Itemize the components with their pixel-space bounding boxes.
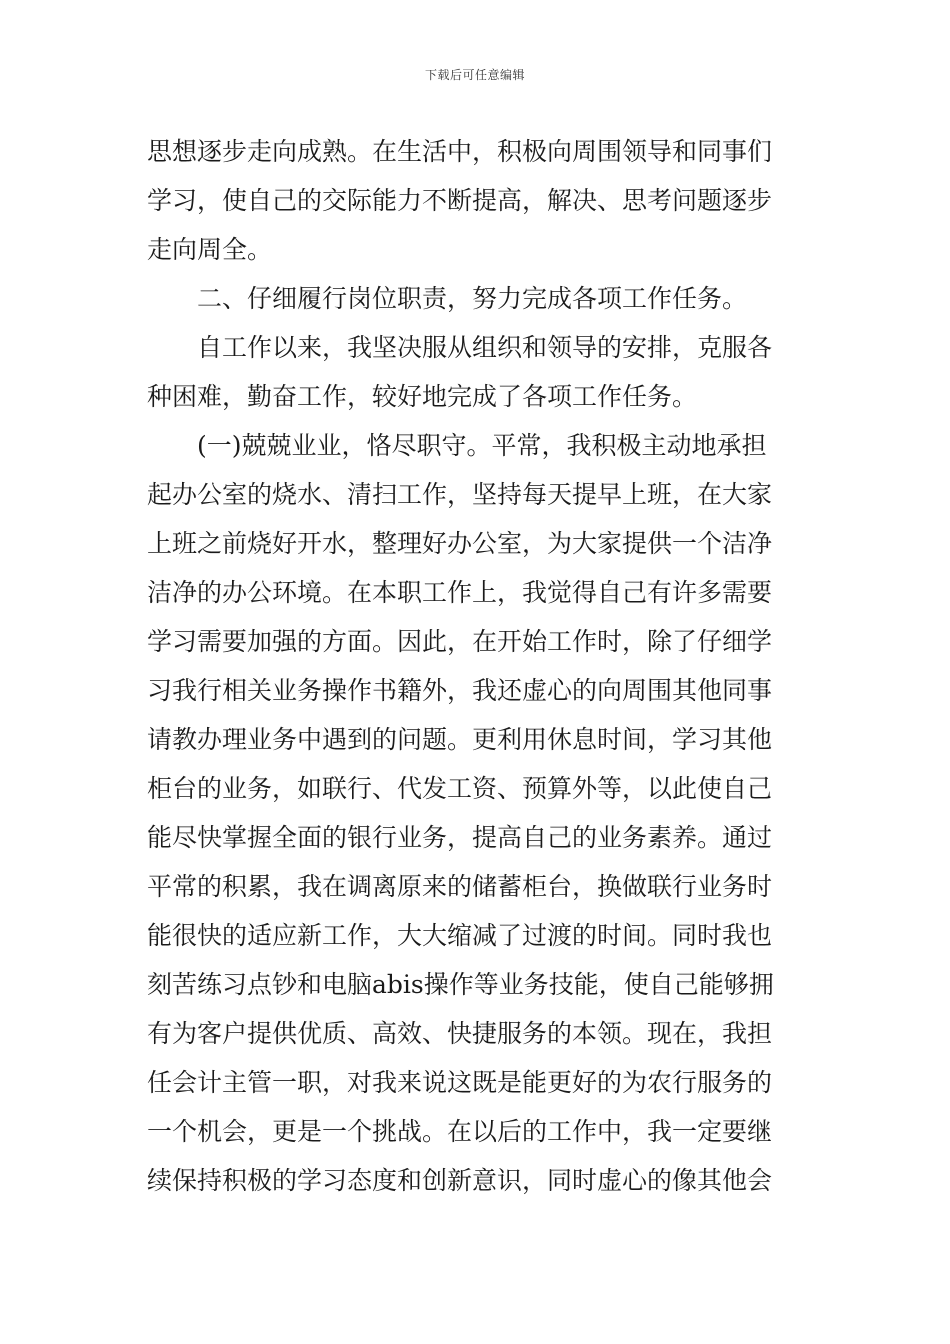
text-line: 洁净的办公环境。在本职工作上，我觉得自己有许多需要 — [147, 578, 773, 607]
text-line: 能尽快掌握全面的银行业务，提高自己的业务素养。通过 — [147, 823, 773, 852]
text-line: 上班之前烧好开水，整理好办公室，为大家提供一个洁净 — [147, 529, 773, 558]
text-line: 续保持积极的学习态度和创新意识，同时虚心的像其他会 — [147, 1166, 773, 1195]
text-line: 起办公室的烧水、清扫工作，坚持每天提早上班，在大家 — [147, 480, 773, 509]
header-note: 下载后可任意编辑 — [424, 68, 525, 82]
text-line: 柜台的业务，如联行、代发工资、预算外等，以此使自己 — [147, 774, 773, 803]
text-line: 任会计主管一职，对我来说这既是能更好的为农行服务的 — [147, 1068, 773, 1097]
text-line: 学习，使自己的交际能力不断提高，解决、思考问题逐步 — [147, 186, 773, 215]
text-line: 学习需要加强的方面。因此，在开始工作时，除了仔细学 — [147, 627, 773, 656]
text-line: 能很快的适应新工作，大大缩减了过渡的时间。同时我也 — [147, 921, 773, 950]
text-line: 请教办理业务中遇到的问题。更利用休息时间，学习其他 — [147, 725, 773, 754]
text-line: 有为客户提供优质、高效、快捷服务的本领。现在，我担 — [147, 1019, 773, 1048]
text-line: 种困难，勤奋工作，较好地完成了各项工作任务。 — [147, 382, 698, 411]
text-line: 习我行相关业务操作书籍外，我还虚心的向周围其他同事 — [147, 676, 773, 705]
text-line: 刻苦练习点钞和电脑abis操作等业务技能，使自己能够拥 — [147, 970, 774, 999]
text-line: 思想逐步走向成熟。在生活中，积极向周围领导和同事们 — [147, 137, 773, 166]
text-line: 走向周全。 — [147, 235, 273, 264]
text-line: 自工作以来，我坚决服从组织和领导的安排，克服各 — [197, 333, 773, 362]
text-line: 一个机会，更是一个挑战。在以后的工作中，我一定要继 — [147, 1117, 773, 1146]
text-line: (一)兢兢业业，恪尽职守。平常，我积极主动地承担 — [197, 431, 767, 460]
section-heading: 二、仔细履行岗位职责，努力完成各项工作任务。 — [197, 284, 748, 313]
document-body — [147, 127, 807, 1205]
text-line: 平常的积累，我在调离原来的储蓄柜台，换做联行业务时 — [147, 872, 773, 901]
